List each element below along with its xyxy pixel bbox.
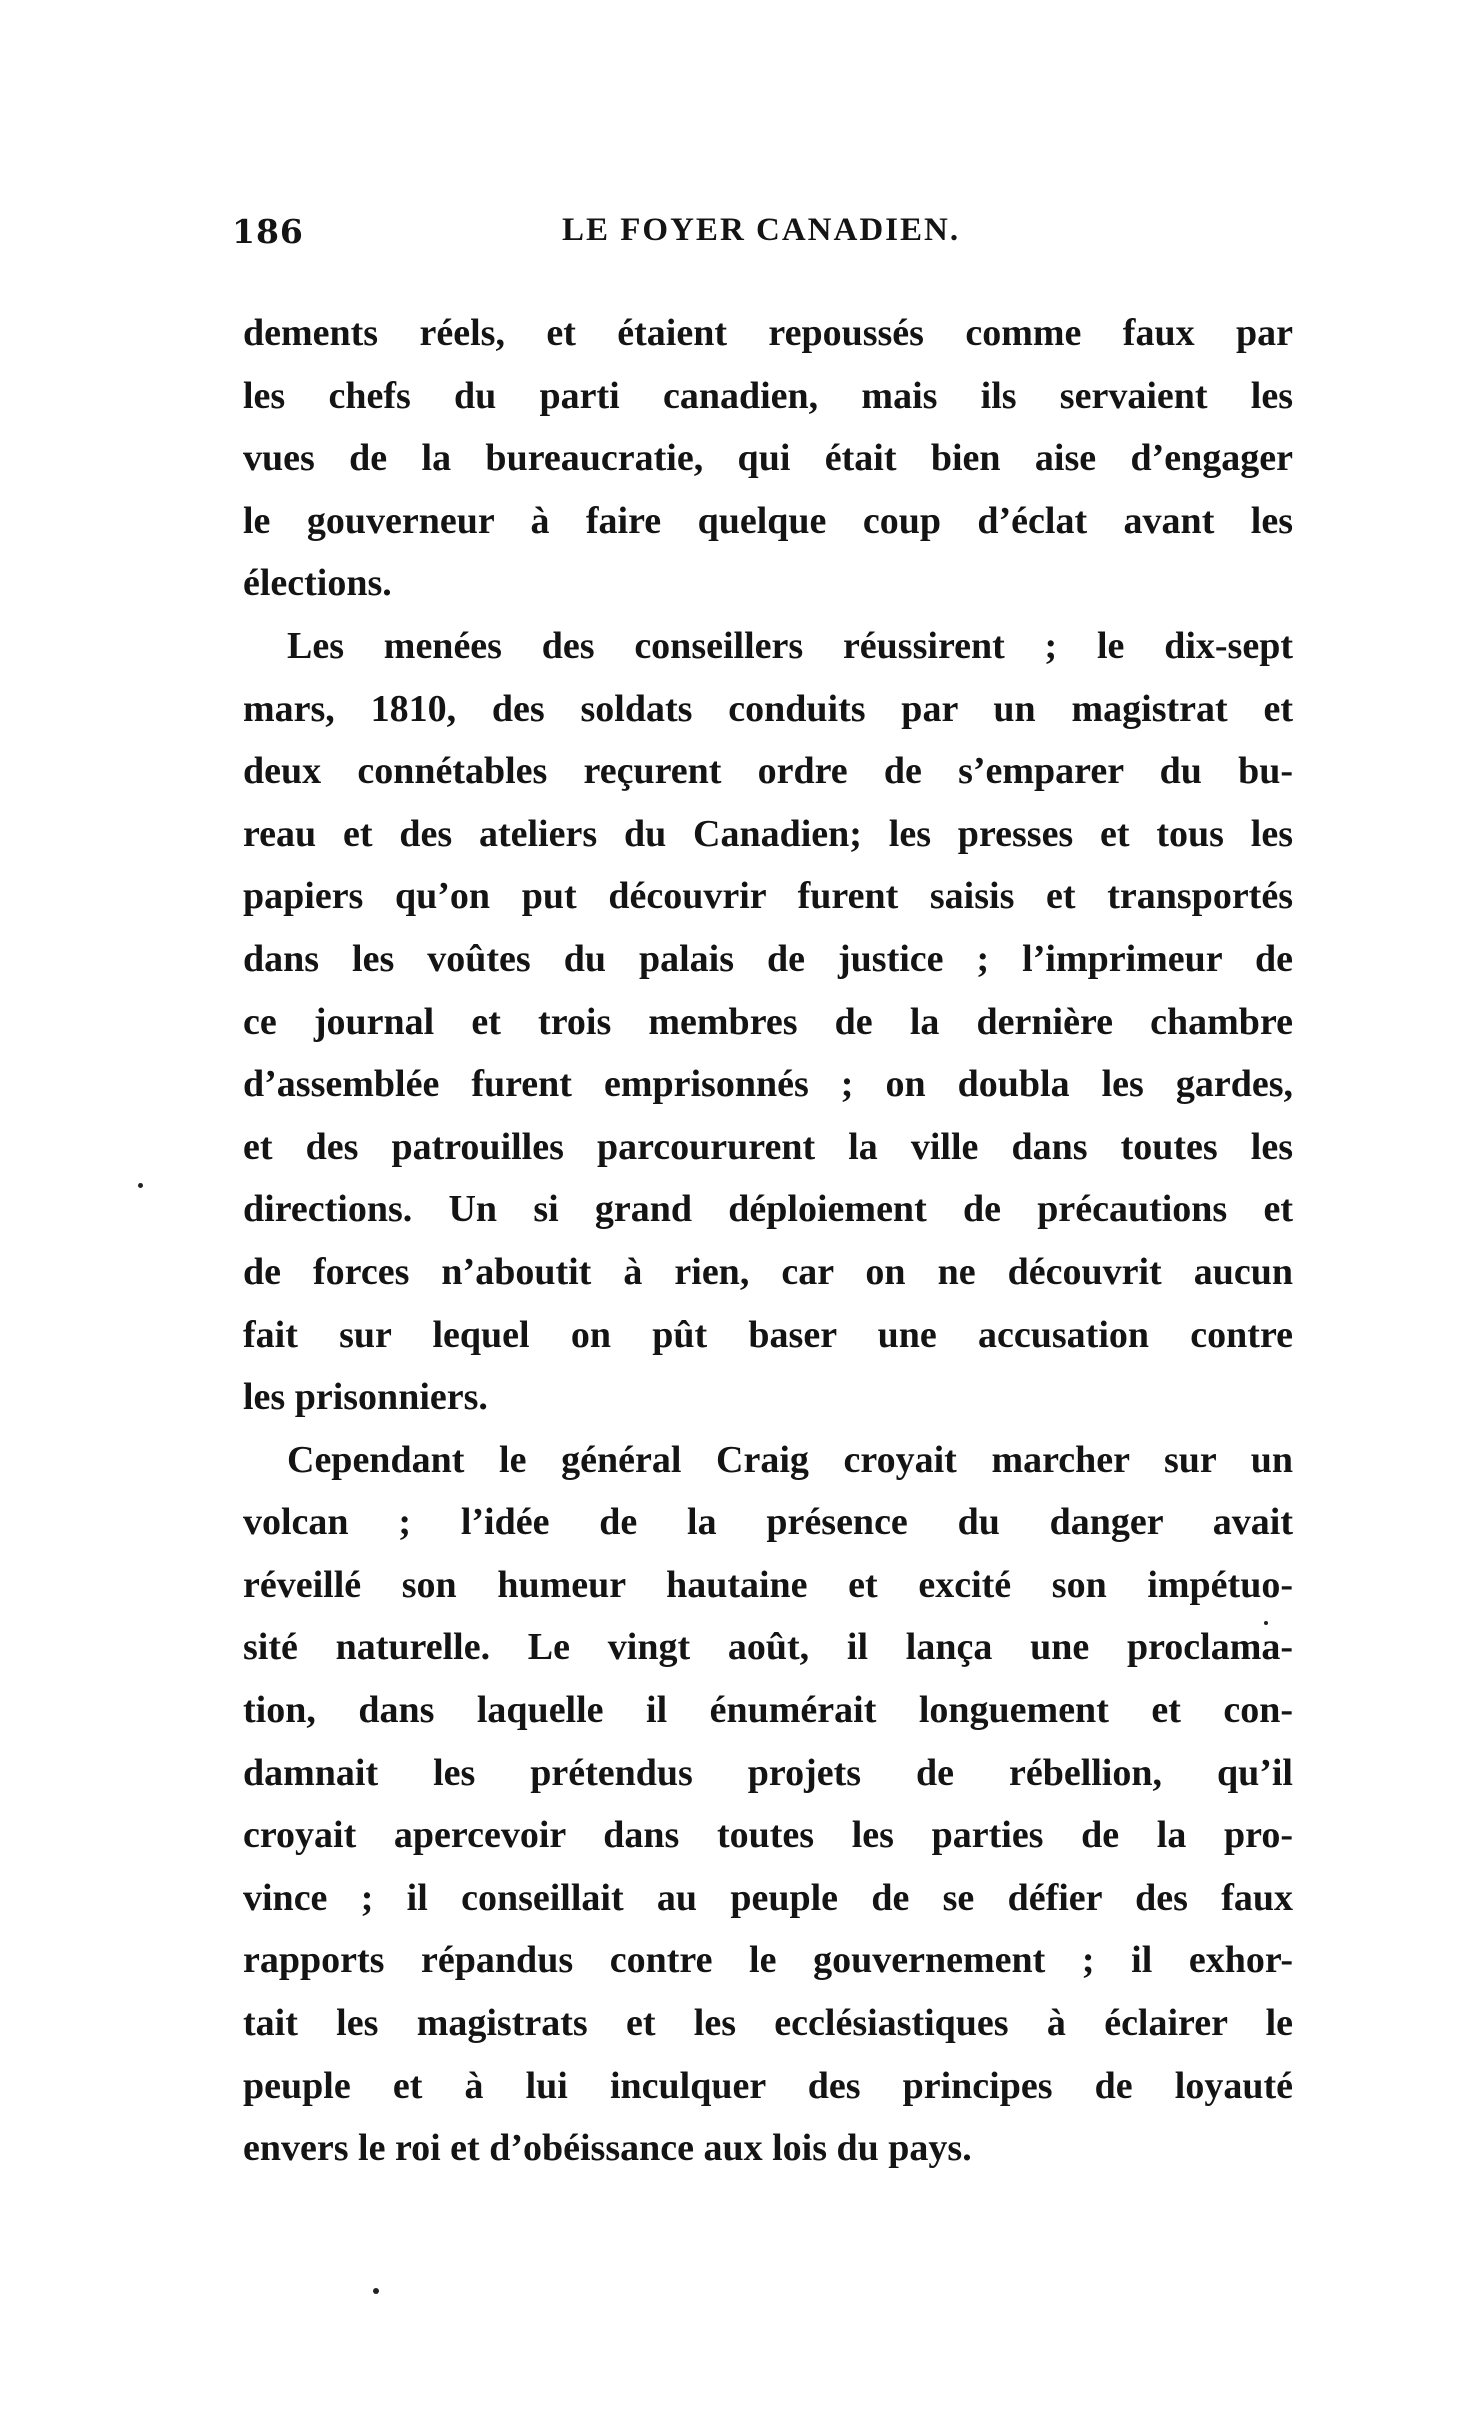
text-line: vues de la bureaucratie, qui était bien aise d’engager [243,437,1293,480]
text-line: papiers qu’on put découvrir furent saisis et transportés [243,875,1293,918]
page-number: 186 [232,212,304,251]
text-line: tion, dans laquelle il énumérait longuement et con- [243,1689,1293,1732]
text-line: d’assemblée furent emprisonnés ; on doubla les gardes, [243,1063,1293,1106]
text-line: sité naturelle. Le vingt août, il lança une proclama- [243,1626,1293,1669]
text-line: volcan ; l’idée de la présence du danger avait [243,1501,1293,1544]
text-line: rapports répandus contre le gouvernement ; il exhor- [243,1939,1293,1982]
text-line: dans les voûtes du palais de justice ; l’imprimeur de [243,937,1293,980]
body-text [243,302,1293,2180]
text-line: Les menées des conseillers réussirent ; le dix-sept [287,624,1293,667]
text-line: damnait les prétendus projets de rébellion, qu’il [243,1751,1293,1794]
text-line: croyait apercevoir dans toutes les parties de la pro- [243,1814,1293,1857]
text-line: tait les magistrats et les ecclésiastiques à éclairer le [243,2002,1293,2045]
text-line: les chefs du parti canadien, mais ils servaient les [243,374,1293,417]
text-line: peuple et à lui inculquer des principes de loyauté [243,2064,1293,2107]
text-line: élections. [243,562,392,605]
text-line: reau et des ateliers du Canadien; les presses et tous les [243,812,1293,855]
text-line: fait sur lequel on pût baser une accusation contre [243,1313,1293,1356]
text-line: dements réels, et étaient repoussés comme faux par [243,312,1293,354]
running-title: LE FOYER CANADIEN. [562,212,961,248]
text-line: le gouverneur à faire quelque coup d’éclat avant les [243,499,1293,542]
text-line: les prisonniers. [243,1376,488,1419]
text-line: Cependant le général Craig croyait marcher sur un [287,1438,1293,1481]
ink-speck [138,1183,143,1188]
text-line: réveillé son humeur hautaine et excité son impétuo- [243,1563,1293,1606]
text-line: directions. Un si grand déploiement de précautions et [243,1188,1293,1231]
ink-speck [1264,1621,1268,1625]
text-line: mars, 1810, des soldats conduits par un magistrat et [243,687,1293,730]
text-line: envers le roi et d’obéissance aux lois du pays. [243,2127,972,2170]
text-line: de forces n’aboutit à rien, car on ne découvrit aucun [243,1250,1293,1293]
ink-speck [373,2288,379,2294]
text-line: vince ; il conseillait au peuple de se défier des faux [243,1876,1293,1919]
page-header [232,212,1292,262]
text-line: ce journal et trois membres de la dernière chambre [243,1000,1293,1043]
text-line: deux connétables reçurent ordre de s’emparer du bu- [243,750,1293,793]
text-line: et des patrouilles parcoururent la ville dans toutes les [243,1125,1293,1168]
